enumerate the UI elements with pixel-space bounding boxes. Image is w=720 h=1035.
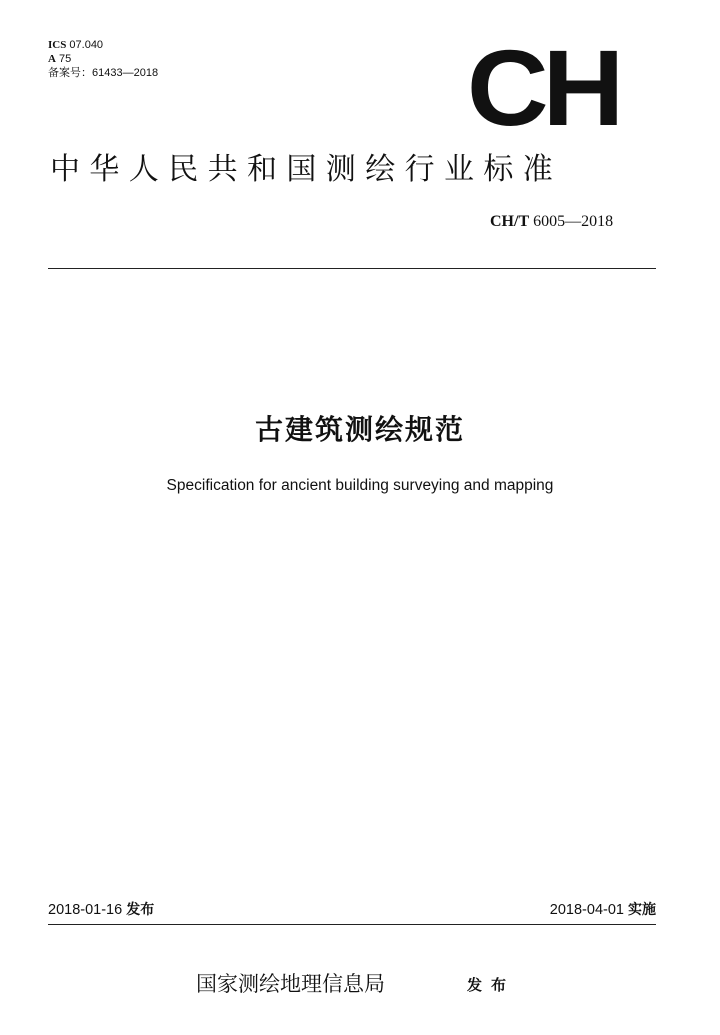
implementation-date-label: 实施 <box>628 902 656 918</box>
ccs-label: A <box>48 53 56 65</box>
ics-code <box>48 38 103 52</box>
issue-date <box>48 900 154 920</box>
record-number: 备案号：61433—2018 <box>48 67 159 79</box>
ccs-value: 75 <box>59 53 72 65</box>
standard-code: 6005—2018 <box>533 213 614 230</box>
ccs-code <box>48 52 71 66</box>
implementation-date-value: 2018-04-01 <box>549 902 624 918</box>
standard-number <box>490 212 660 232</box>
ics-value: 07.040 <box>69 39 104 51</box>
issue-date-value: 2018-01-16 <box>48 902 123 918</box>
issue-date-label: 发布 <box>126 902 155 918</box>
document-title-zh: 古建筑测绘规范 <box>254 413 465 446</box>
industry-standard-title: 中华人民共和国测绘行业标准 <box>50 152 563 187</box>
publisher-suffix: 发布 <box>467 976 516 994</box>
footer-divider <box>48 924 656 925</box>
document-title-en: Specification for ancient building surveying and mapping <box>166 477 554 494</box>
ch-logo: CH <box>466 27 619 148</box>
standard-prefix: CH/T <box>490 213 530 230</box>
header-divider <box>48 268 656 269</box>
ics-label: ICS <box>48 39 67 51</box>
implementation-date <box>550 900 656 920</box>
publisher-name: 国家测绘地理信息局 <box>196 972 385 996</box>
